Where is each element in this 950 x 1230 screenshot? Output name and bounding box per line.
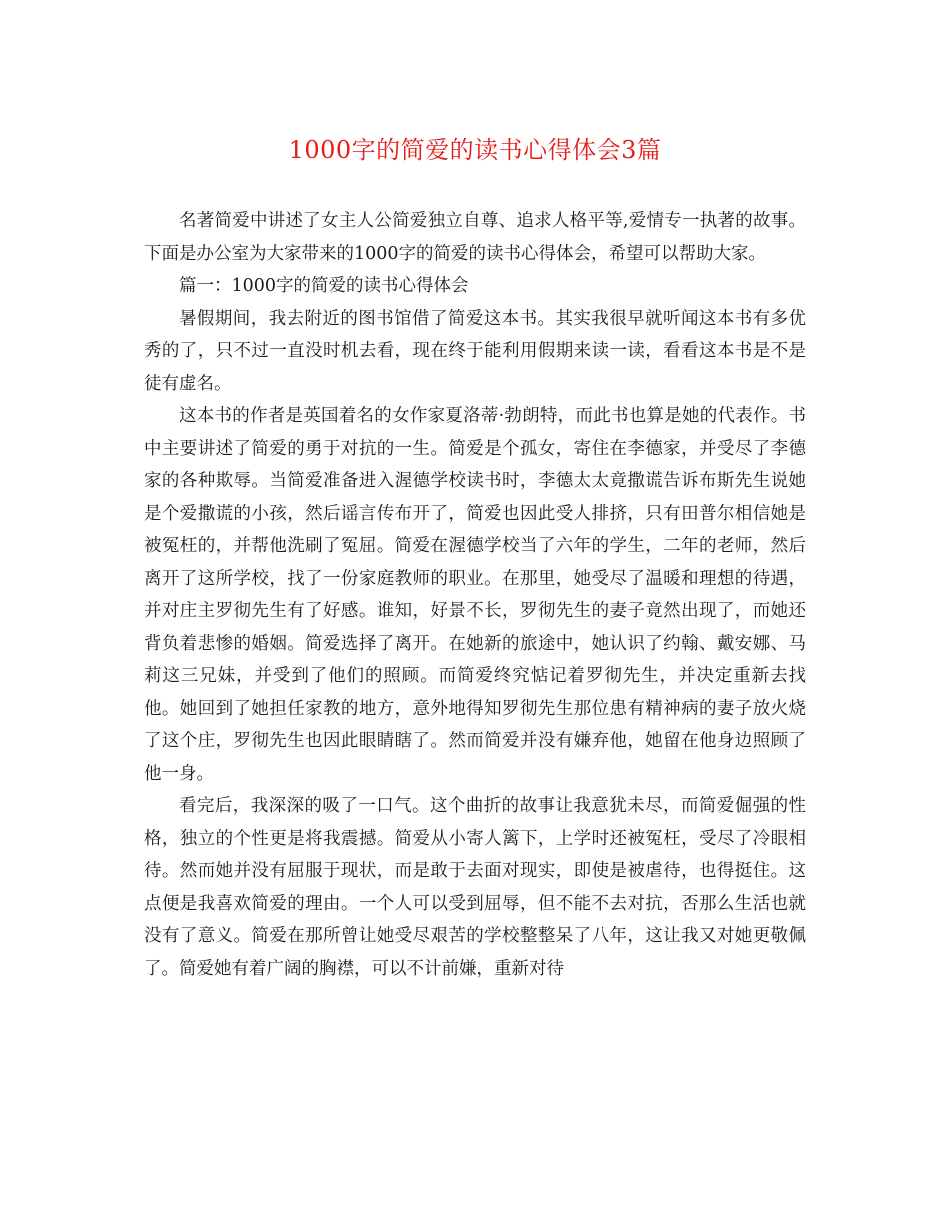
body-paragraph: 看完后，我深深的吸了一口气。这个曲折的故事让我意犹未尽，而简爱倔强的性格，独立的个性更是将我震撼。简爱从小寄人篱下，上学时还被冤枉，受尽了冷眼相待。然而她并没有屈服于现状，而是敢于去面对现实，即使是被虐待，也得挺住。这点便是我喜欢简爱的理由。一个人可以受到屈辱，但不能不去对抗，否那么生活也就没有了意义。简爱在那所曾让她受尽艰苦的学校整整呆了八年，这让我又对她更敬佩了。简爱她有着广阔的胸襟，可以不计前嫌，重新对待 [144,796,806,979]
body-paragraph: 暑假期间，我去附近的图书馆借了简爱这本书。其实我很早就听闻这本书有多优秀的了，只不过一直没时机去看，现在终于能利用假期来读一读，看看这本书是不是徒有虚名。 [144,308,806,394]
document-body [144,205,806,985]
intro-paragraph: 名著简爱中讲述了女主人公简爱独立自尊、追求人格平等,爱情专一执著的故事。下面是办公室为大家带来的1000字的简爱的读书心得体会，希望可以帮助大家。 [144,211,806,264]
section-heading: 篇一：1000字的简爱的读书心得体会 [179,276,469,296]
document-title: 1000字的简爱的读书心得体会3篇 [288,136,662,164]
body-paragraph: 这本书的作者是英国着名的女作家夏洛蒂·勃朗特，而此书也算是她的代表作。书中主要讲述了简爱的勇于对抗的一生。简爱是个孤女，寄住在李德家，并受尽了李德家的各种欺辱。当简爱准备进入渥德学校读书时，李德太太竟撒谎告诉布斯先生说她是个爱撒谎的小孩，然后谣言传布开了，简爱也因此受人排挤，只有田普尔相信她是被冤枉的，并帮他洗刷了冤屈。简爱在渥德学校当了六年的学生，二年的老师，然后离开了这所学校，找了一份家庭教师的职业。在那里，她受尽了温暖和理想的待遇，并对庄主罗彻先生有了好感。谁知，好景不长，罗彻先生的妻子竟然出现了，而她还背负着悲惨的婚姻。简爱选择了离开。在她新的旅途中，她认识了约翰、戴安娜、马莉这三兄妹，并受到了他们的照顾。而简爱终究惦记着罗彻先生，并决定重新去找他。她回到了她担任家教的地方，意外地得知罗彻先生那位患有精神病的妻子放火烧了这个庄，罗彻先生也因此眼睛瞎了。然而简爱并没有嫌弃他，她留在他身边照顾了他一身。 [144,406,806,784]
